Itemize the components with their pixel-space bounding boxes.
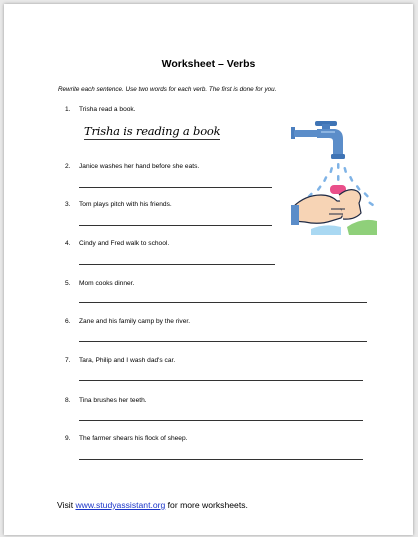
exercise-item-9 [65, 435, 187, 442]
example-answer: Trisha is reading a book [84, 124, 221, 138]
worksheet-page [4, 4, 413, 535]
item-number: 7. [65, 357, 71, 364]
answer-line-8[interactable] [79, 420, 363, 421]
item-sentence: Tara, Philip and I wash dad's car. [79, 357, 176, 364]
item-sentence: Mom cooks dinner. [79, 280, 135, 287]
footer-prefix: Visit [57, 500, 76, 510]
answer-line-4[interactable] [79, 264, 275, 265]
answer-line-3[interactable] [79, 225, 272, 226]
instructions-text: Rewrite each sentence. Use two words for each verb. The first is done for you. [58, 86, 277, 93]
exercise-item-5 [65, 280, 134, 287]
item-number: 1. [65, 106, 71, 113]
website-link[interactable]: www.studyassistant.org [75, 500, 166, 510]
item-sentence: Cindy and Fred walk to school. [79, 240, 170, 247]
faucet-handwashing-illustration [291, 121, 377, 235]
answer-line-6[interactable] [79, 341, 367, 342]
exercise-item-2 [65, 163, 199, 170]
exercise-item-3 [65, 201, 172, 208]
footer-text [57, 500, 248, 510]
item-number: 6. [65, 318, 71, 325]
item-number: 8. [65, 397, 71, 404]
item-number: 3. [65, 201, 71, 208]
item-number: 4. [65, 240, 71, 247]
item-sentence: Janice washes her hand before she eats. [79, 163, 200, 170]
exercise-item-1 [65, 106, 136, 113]
exercise-item-6 [65, 318, 190, 325]
answer-line-7[interactable] [79, 380, 363, 381]
exercise-item-4 [65, 240, 169, 247]
footer-suffix: for more worksheets. [165, 500, 248, 510]
answer-line-5[interactable] [79, 302, 367, 303]
exercise-item-8 [65, 397, 147, 404]
item-sentence: Zane and his family camp by the river. [79, 318, 191, 325]
item-number: 5. [65, 280, 71, 287]
item-number: 2. [65, 163, 71, 170]
item-sentence: The farmer shears his flock of sheep. [79, 435, 188, 442]
answer-line-2[interactable] [79, 187, 272, 188]
item-sentence: Trisha read a book. [79, 106, 136, 113]
item-sentence: Tom plays pitch with his friends. [79, 201, 172, 208]
answer-line-9[interactable] [79, 459, 363, 460]
exercise-item-7 [65, 357, 175, 364]
worksheet-title: Worksheet – Verbs [161, 58, 256, 70]
item-number: 9. [65, 435, 71, 442]
item-sentence: Tina brushes her teeth. [79, 397, 147, 404]
